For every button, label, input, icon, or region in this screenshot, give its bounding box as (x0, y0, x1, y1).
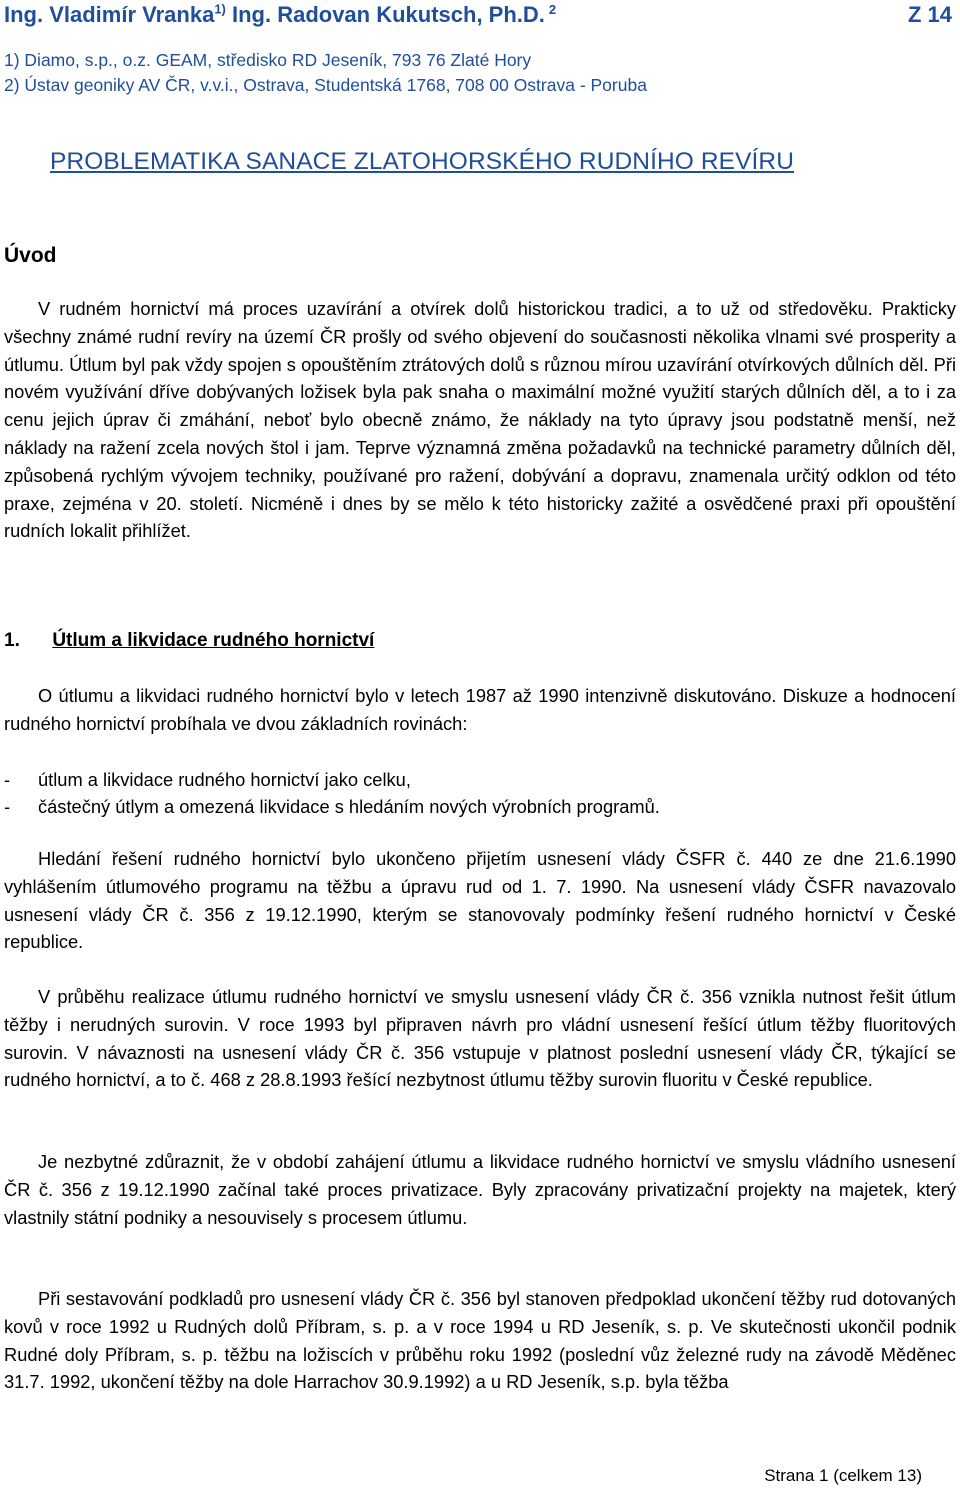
affiliation-2: 2) Ústav geoniky AV ČR, v.v.i., Ostrava, Studentská 1768, 708 00 Ostrava - Poruba (4, 75, 647, 95)
list-dash: - (4, 769, 11, 790)
section-1-paragraph-3: V průběhu realizace útlumu rudného hornictví ve smyslu usnesení vlády ČR č. 356 vznikla nutnost řešit útlum těžby i nerudných surovin. V roce 1993 byl připraven návrh pro vládní usnesení řešící útlum těžby fluoritových surovin. V návaznosti na usnesení vlády ČR č. 356 vstupuje v platnost poslední usnesení vlády ČR, týkající se rudného hornictví, a to č. 468 z 28.8.1993 řešící nezbytnost útlumu těžby surovin fluoritu v České republice. (4, 986, 956, 1091)
list-item (4, 793, 660, 821)
section-1-paragraph-4: Je nezbytné zdůraznit, že v období zahájení útlumu a likvidace rudného hornictví ve smyslu vládního usnesení ČR č. 356 z 19.12.1990 začínal také proces privatizace. Byly zpracovány privatizační projekty na majetek, který vlastnily státní podniky a nesouvisely s procesem útlumu. (4, 1151, 956, 1228)
intro-paragraph: V rudném hornictví má proces uzavírání a otvírek dolů historickou tradici, a to už od středověku. Prakticky všechny známé rudní revíry na území ČR prošly od svého objevení do současnosti několika vlnami své prosperity a útlumu. Útlum byl pak vždy spojen s opouštěním ztrátových dolů s různou mírou uzavírání otvírkových důlních děl. Při novém využívání dříve dobývaných ložisek byla pak snaha o maximální možné využití starých důlních děl, a to i za cenu jejich úprav či zmáhání, neboť bylo obecně známo, že náklady na tyto úpravy jsou podstatně menší, než náklady na ražení zcela nových štol i jam. Teprve významná změna požadavků na technické parametry důlních děl, způsobená rychlým vývojem techniky, používané pro ražení, dobývání a dopravu, znamenala určitý odklon od této praxe, zejména v 20. století. Nicméně i dnes by se mělo k této historicky zažité a osvědčené praxi při opouštění rudních lokalit přihlížet. (4, 298, 956, 542)
page-number: Strana 1 (celkem 13) (764, 1466, 922, 1485)
list-item-text: částečný útlym a omezená likvidace s hledáním nových výrobních programů. (38, 796, 660, 817)
intro-heading: Úvod (4, 244, 57, 267)
paper-code: Z 14 (907, 2, 952, 27)
list-item-text: útlum a likvidace rudného hornictví jako celku, (38, 769, 411, 790)
author-1: Ing. Vladimír Vranka (4, 2, 215, 27)
author-2-footnote-mark: 2 (548, 1, 557, 17)
section-1-title: Útlum a likvidace rudného hornictví (52, 630, 375, 651)
section-1-paragraph-5: Při sestavování podkladů pro usnesení vlády ČR č. 356 byl stanoven předpoklad ukončení těžby rud dotovaných kovů v roce 1992 u Rudných dolů Příbram, s. p. a v roce 1994 u RD Jeseník, s. p. Ve skutečnosti ukončil podnik Rudné doly Příbram, s. p. těžbu na ložiscích v průběhu roku 1992 (poslední vůz železné rudy na závodě Měděnec 31.7. 1992, ukončení těžby na dole Harrachov 30.9.1992) a u RD Jeseník, s.p. byla těžba (4, 1288, 956, 1393)
section-1-heading (4, 630, 374, 652)
authors-line (4, 2, 556, 28)
list-dash: - (4, 796, 11, 817)
author-2: Ing. Radovan Kukutsch, Ph.D. (225, 2, 545, 27)
author-1-footnote-mark: 1) (214, 1, 226, 17)
section-1-paragraph-1: O útlumu a likvidaci rudného hornictví bylo v letech 1987 až 1990 intenzivně diskutováno. Diskuze a hodnocení rudného hornictví probíhala ve dvou základních rovinách: (4, 685, 956, 734)
affiliation-1: 1) Diamo, s.p., o.z. GEAM, středisko RD Jeseník, 793 76 Zlaté Hory (4, 50, 532, 70)
section-1-paragraph-2: Hledání řešení rudného hornictví bylo ukončeno přijetím usnesení vlády ČSFR č. 440 ze dne 21.6.1990 vyhlášením útlumového programu na těžbu a úpravu rud od 1. 7. 1990. Na usnesení vlády ČSFR navazovalo usnesení vlády ČR č. 356 z 19.12.1990, kterým se stanovovaly podmínky řešení rudného hornictví v České republice. (4, 848, 956, 953)
section-1-number: 1. (4, 630, 20, 651)
list-item (4, 766, 411, 794)
paper-title: PROBLEMATIKA SANACE ZLATOHORSKÉHO RUDNÍHO REVÍRU (50, 148, 795, 175)
